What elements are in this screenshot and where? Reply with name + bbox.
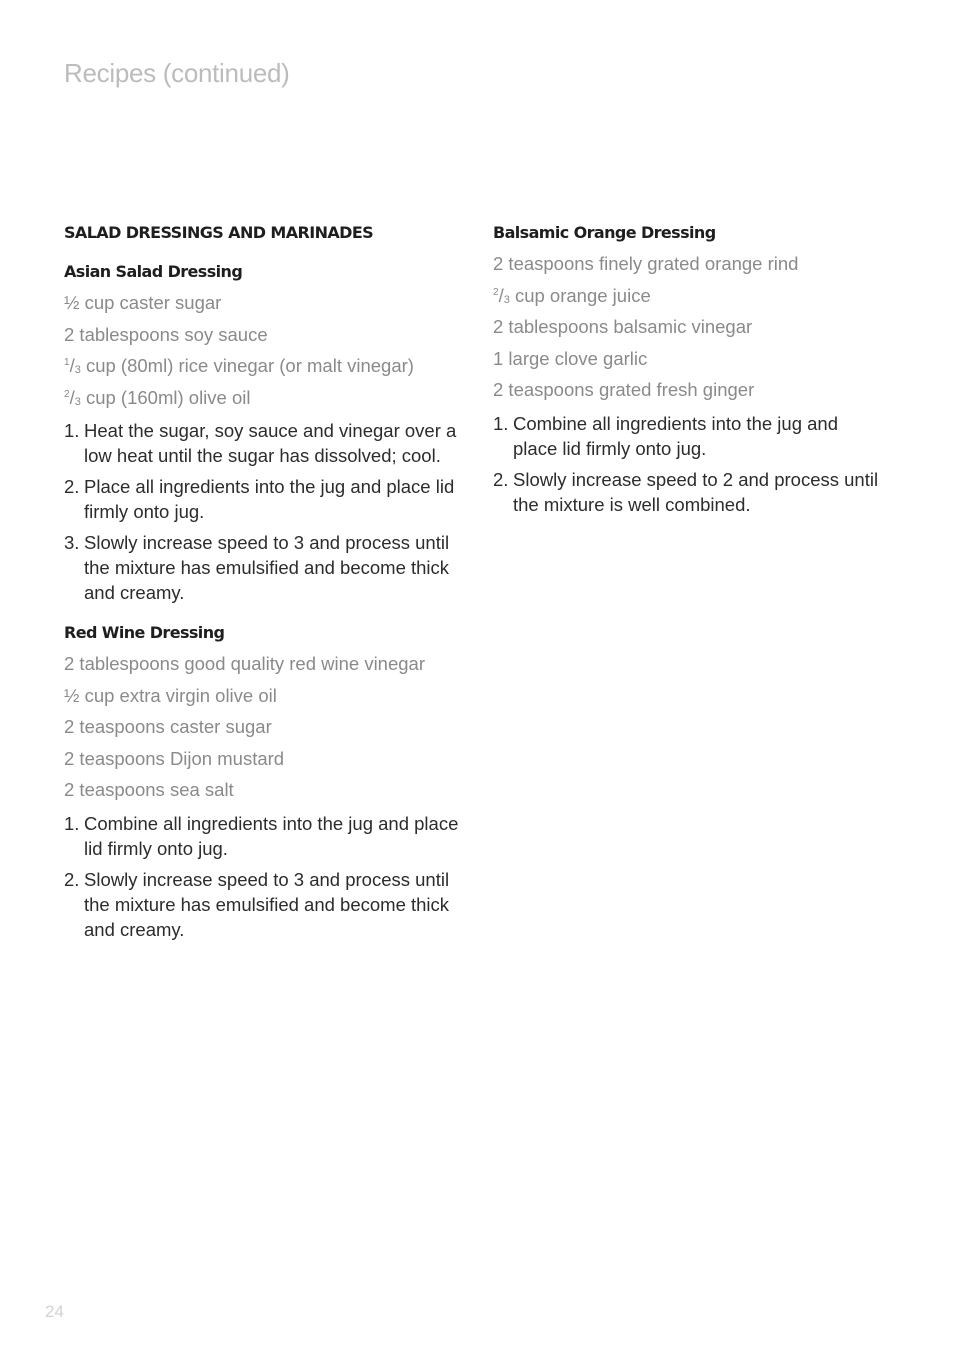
step-text: Slowly increase speed to 2 and process until the mixture is well combined. — [513, 468, 879, 515]
method-step — [64, 474, 464, 524]
recipe-balsamic-orange-dressing — [493, 222, 883, 517]
recipe-red-wine-dressing — [64, 622, 464, 942]
ingredient-item: 2 teaspoons Dijon mustard — [64, 747, 285, 769]
method-step — [493, 467, 883, 517]
ingredient-item: $^1/_3$ cup (80ml) rice vinegar (or malt vinegar) — [64, 355, 414, 376]
ingredient-list — [64, 292, 464, 409]
step-text: Combine all ingredients into the jug and place lid firmly onto jug. — [513, 412, 838, 459]
step-number: 2. — [64, 868, 80, 890]
method-steps — [493, 411, 883, 517]
step-text: Combine all ingredients into the jug and place lid firmly onto jug. — [84, 812, 459, 859]
ingredient-item: $^2/_3$ cup (160ml) olive oil — [64, 386, 251, 408]
step-number: 1. — [64, 420, 80, 441]
ingredient-item: ½ cup extra virgin olive oil — [64, 684, 277, 706]
ingredient-item: 2 teaspoons caster sugar — [64, 716, 272, 737]
ingredient-list — [64, 653, 464, 801]
method-step — [64, 867, 464, 942]
page-title: Recipes (continued) — [64, 58, 290, 88]
ingredient-item: 2 tablespoons balsamic vinegar — [493, 316, 753, 337]
recipe-title: Red Wine Dressing — [64, 623, 225, 642]
step-number: 1. — [493, 412, 509, 434]
left-column — [64, 222, 464, 959]
page-number: 24 — [45, 1302, 64, 1321]
section-heading: SALAD DRESSINGS AND MARINADES — [64, 223, 374, 242]
ingredient-item: ½ cup caster sugar — [64, 292, 222, 313]
method-step — [493, 411, 883, 461]
ingredient-item: 2 tablespoons good quality red wine vinegar — [64, 653, 425, 674]
ingredient-item: 2 teaspoons grated fresh ginger — [493, 379, 755, 400]
method-steps — [64, 811, 464, 942]
ingredient-item: 2 teaspoons finely grated orange rind — [493, 253, 799, 274]
ingredient-list — [493, 253, 883, 401]
ingredient-item: 2 teaspoons sea salt — [64, 779, 234, 800]
step-text: Place all ingredients into the jug and place lid firmly onto jug. — [84, 476, 455, 522]
ingredient-item: 2 tablespoons soy sauce — [64, 323, 268, 345]
step-number: 3. — [64, 532, 80, 553]
step-number: 2. — [493, 468, 509, 490]
step-text: Slowly increase speed to 3 and process until the mixture has emulsified and become thick and creamy. — [84, 532, 450, 603]
method-steps — [64, 418, 464, 605]
step-number: 2. — [64, 476, 80, 497]
step-text: Slowly increase speed to 3 and process until the mixture has emulsified and become thick and creamy. — [84, 868, 450, 940]
recipe-title: Asian Salad Dressing — [64, 262, 243, 281]
recipe-asian-salad-dressing — [64, 261, 464, 605]
step-text: Heat the sugar, soy sauce and vinegar over a low heat until the sugar has dissolved; cool. — [84, 420, 457, 466]
method-step — [64, 418, 464, 468]
ingredient-item: 1 large clove garlic — [493, 347, 648, 369]
method-step — [64, 811, 464, 861]
recipe-title: Balsamic Orange Dressing — [493, 223, 716, 242]
ingredient-item: $^2/_3$ cup orange juice — [493, 284, 651, 306]
method-step — [64, 530, 464, 605]
step-number: 1. — [64, 812, 80, 834]
right-column — [493, 222, 883, 534]
